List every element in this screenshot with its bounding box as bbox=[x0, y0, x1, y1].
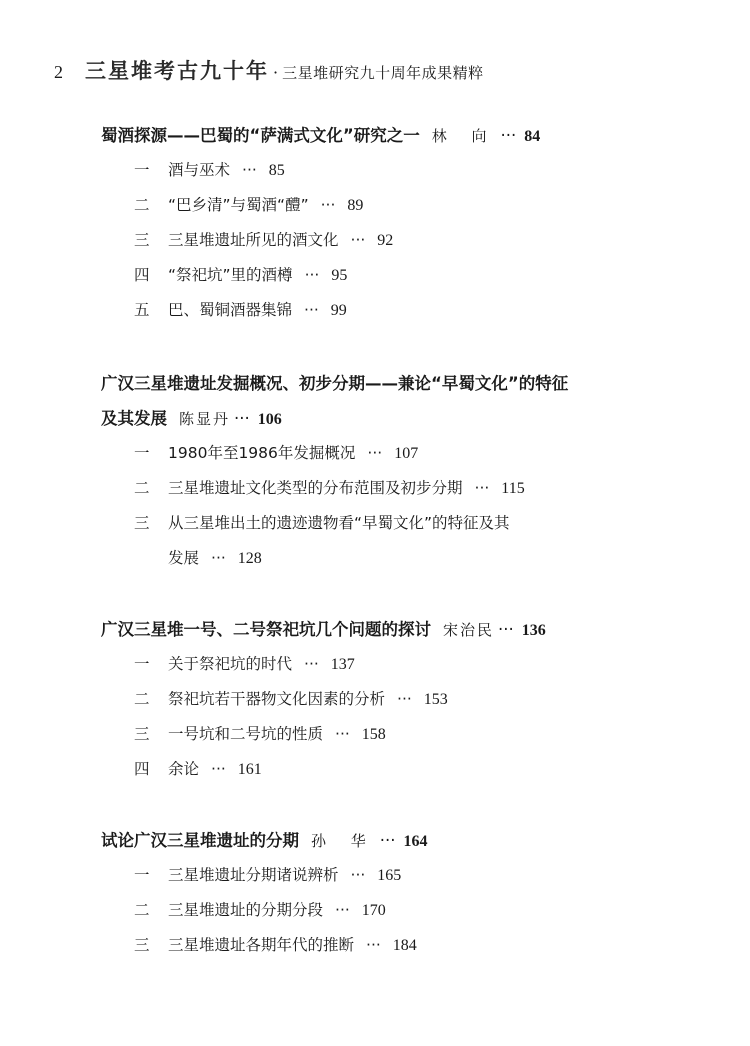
section-number: 三 bbox=[134, 231, 150, 249]
leader-dots: ··· bbox=[367, 444, 383, 462]
toc-section bbox=[134, 258, 701, 293]
section-number: 一 bbox=[134, 444, 150, 462]
article-author: 陈显丹 bbox=[179, 410, 231, 428]
leader-dots: ··· bbox=[242, 161, 257, 179]
section-number: 二 bbox=[134, 690, 150, 708]
section-page: 161 bbox=[237, 761, 262, 778]
section-number: 二 bbox=[134, 901, 150, 919]
article-page: 106 bbox=[257, 411, 282, 428]
section-number: 三 bbox=[134, 514, 150, 532]
section-title: 三星堆遗址各期年代的推断 bbox=[168, 936, 355, 954]
leader-dots: ··· bbox=[211, 549, 226, 567]
leader-dots: ··· bbox=[379, 831, 396, 850]
section-page: 115 bbox=[501, 480, 525, 497]
section-page: 95 bbox=[331, 267, 348, 284]
article-page: 84 bbox=[524, 128, 541, 145]
leader-dots: ··· bbox=[350, 231, 366, 249]
leader-dots: ··· bbox=[397, 690, 412, 708]
section-page: 158 bbox=[361, 726, 386, 743]
article-page: 164 bbox=[403, 833, 428, 850]
section-number: 四 bbox=[134, 760, 150, 778]
article-title: 广汉三星堆一号、二号祭祀坑几个问题的探讨 bbox=[101, 620, 431, 639]
section-title: 巴、蜀铜酒器集锦 bbox=[168, 301, 293, 319]
section-page: 184 bbox=[392, 937, 417, 954]
article-page: 136 bbox=[521, 622, 546, 639]
section-title: “巴乡清”与蜀酒“醴” bbox=[168, 196, 309, 214]
section-page: 85 bbox=[268, 162, 285, 179]
leader-dots: ··· bbox=[211, 760, 226, 778]
toc-section bbox=[134, 893, 701, 928]
section-number: 二 bbox=[134, 479, 150, 497]
leader-dots: ··· bbox=[500, 126, 517, 145]
toc-article bbox=[101, 612, 701, 787]
leader-dots: ··· bbox=[498, 620, 514, 639]
article-title: 蜀酒探源——巴蜀的“萨满式文化”研究之一 bbox=[101, 126, 420, 145]
section-title: 一号坑和二号坑的性质 bbox=[168, 725, 324, 743]
leader-dots: ··· bbox=[366, 936, 381, 954]
section-title: 三星堆遗址的分期分段 bbox=[168, 901, 324, 919]
section-title: 余论 bbox=[168, 760, 200, 778]
section-title: 1980年至1986年发掘概况 bbox=[168, 444, 356, 462]
article-title-line bbox=[101, 823, 701, 858]
leader-dots: ··· bbox=[304, 301, 319, 319]
article-title: 试论广汉三星堆遗址的分期 bbox=[101, 831, 299, 850]
toc-section bbox=[134, 223, 701, 258]
section-title-continuation: 发展 bbox=[168, 549, 200, 567]
article-title: 广汉三星堆遗址发掘概况、初步分期——兼论“早蜀文化”的特征 bbox=[101, 374, 569, 393]
section-title: 三星堆遗址所见的酒文化 bbox=[168, 231, 339, 249]
toc-section bbox=[134, 717, 701, 752]
toc-article bbox=[101, 823, 701, 963]
section-title: 三星堆遗址分期诸说辨析 bbox=[168, 866, 339, 884]
section-page: 89 bbox=[347, 197, 364, 214]
leader-dots: ··· bbox=[474, 479, 490, 497]
article-title-line bbox=[101, 118, 701, 153]
leader-dots: ··· bbox=[234, 409, 250, 428]
running-header bbox=[54, 55, 484, 85]
section-page: 99 bbox=[330, 302, 347, 319]
page-number: 2 bbox=[54, 62, 63, 82]
toc-section bbox=[134, 752, 701, 787]
section-number: 四 bbox=[134, 266, 150, 284]
section-page: 137 bbox=[330, 656, 355, 673]
toc-section bbox=[134, 682, 701, 717]
section-number: 一 bbox=[134, 161, 150, 179]
section-title: 祭祀坑若干器物文化因素的分析 bbox=[168, 690, 386, 708]
section-page: 165 bbox=[377, 867, 402, 884]
toc-section bbox=[134, 647, 701, 682]
section-number: 二 bbox=[134, 196, 150, 214]
book-title: 三星堆考古九十年 bbox=[85, 58, 269, 83]
toc-section bbox=[134, 436, 701, 471]
section-number: 五 bbox=[134, 301, 150, 319]
toc-section bbox=[134, 928, 701, 963]
section-page: 92 bbox=[377, 232, 394, 249]
toc-section bbox=[134, 153, 701, 188]
book-subtitle: 三星堆研究九十周年成果精粹 bbox=[282, 64, 484, 82]
section-number: 三 bbox=[134, 936, 150, 954]
section-title: 三星堆遗址文化类型的分布范围及初步分期 bbox=[168, 479, 463, 497]
article-title-continuation: 及其发展 bbox=[101, 409, 167, 428]
article-title-line bbox=[101, 612, 701, 647]
section-title: 从三星堆出土的遗迹遗物看“早蜀文化”的特征及其 bbox=[168, 514, 510, 532]
toc-section bbox=[134, 293, 701, 328]
leader-dots: ··· bbox=[335, 901, 350, 919]
section-page: 170 bbox=[361, 902, 386, 919]
section-page: 128 bbox=[237, 550, 262, 567]
article-author: 宋治民 bbox=[443, 621, 495, 639]
article-title-line bbox=[101, 401, 701, 436]
leader-dots: ··· bbox=[335, 725, 350, 743]
toc-section-continuation bbox=[168, 541, 701, 576]
section-number: 三 bbox=[134, 725, 150, 743]
toc-section bbox=[134, 858, 701, 893]
header-separator: · bbox=[273, 63, 279, 82]
article-author: 林 向 bbox=[431, 127, 497, 145]
article-author: 孙 华 bbox=[311, 832, 376, 850]
leader-dots: ··· bbox=[304, 266, 320, 284]
toc-article bbox=[101, 366, 701, 576]
section-page: 153 bbox=[423, 691, 448, 708]
leader-dots: ··· bbox=[350, 866, 366, 884]
section-title: “祭祀坑”里的酒樽 bbox=[168, 266, 293, 284]
section-number: 一 bbox=[134, 655, 150, 673]
toc-article bbox=[101, 118, 701, 328]
section-number: 一 bbox=[134, 866, 150, 884]
toc-section bbox=[134, 188, 701, 223]
section-page: 107 bbox=[394, 445, 419, 462]
leader-dots: ··· bbox=[304, 655, 319, 673]
leader-dots: ··· bbox=[320, 196, 336, 214]
toc-section bbox=[134, 471, 701, 506]
toc-section bbox=[134, 506, 701, 541]
article-title-line bbox=[101, 366, 701, 401]
section-title: 关于祭祀坑的时代 bbox=[168, 655, 293, 673]
section-title: 酒与巫术 bbox=[168, 161, 231, 179]
